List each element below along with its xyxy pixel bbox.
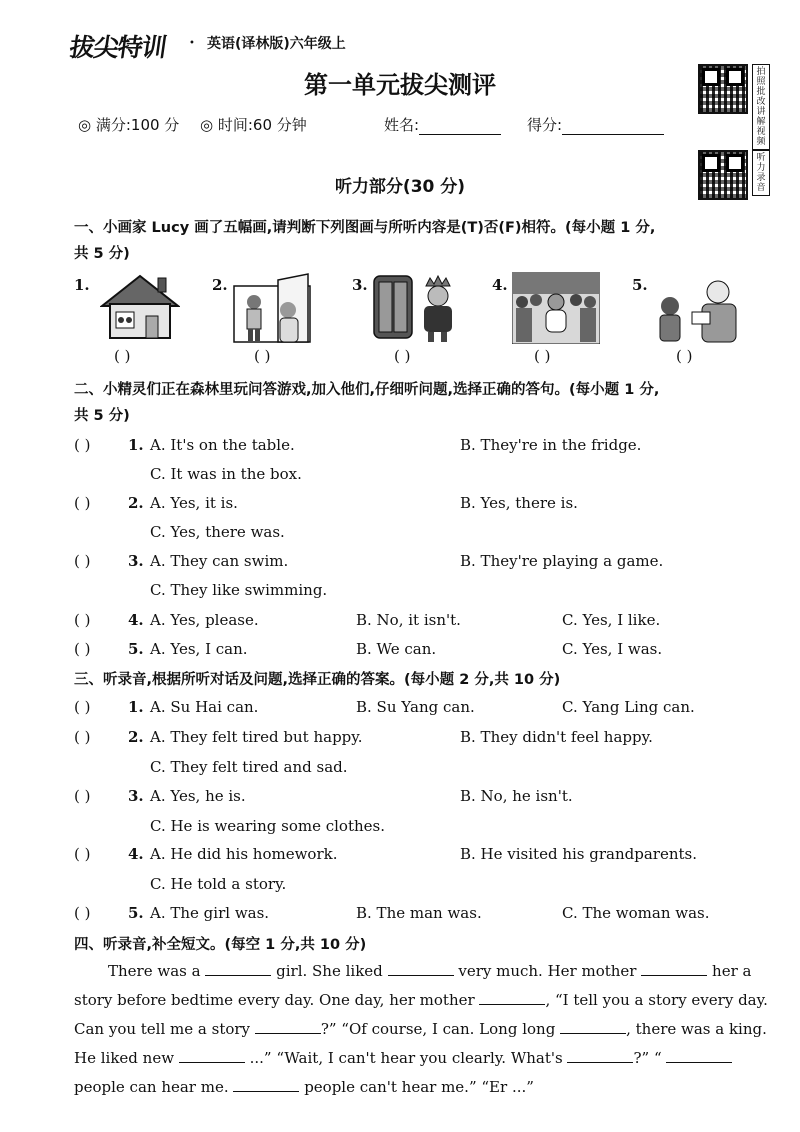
option-a: A. Yes, it is. xyxy=(150,494,238,512)
score-blank[interactable] xyxy=(562,119,664,135)
passage-text: ?” “ xyxy=(633,1049,662,1067)
passage-text: very much. Her mother xyxy=(458,962,637,980)
part1-heading-line1: 一、小画家 Lucy 画了五幅画,请判断下列图画与所听内容是(T)否(F)相符。(每小题 1 分, xyxy=(74,220,656,236)
part3-heading: 三、听录音,根据所听对话及问题,选择正确的答案。(每小题 2 分,共 10 分) xyxy=(74,672,561,688)
brand-logo: 拔尖特训 xyxy=(67,33,168,62)
qr-code-video[interactable] xyxy=(698,64,748,114)
page-title: 第一单元拔尖测评 xyxy=(304,71,496,99)
option-c: C. Yes, I like. xyxy=(562,611,661,629)
qr-video-label: 拍照批改讲解视频 xyxy=(752,64,770,150)
picture-number-3: 3. xyxy=(352,276,368,294)
listening-section-title: 听力部分(30 分) xyxy=(334,177,466,197)
passage-line-1 xyxy=(108,962,751,980)
passage-text: ?” “Of course, I can. Long long xyxy=(320,1020,556,1038)
fill-blank-10[interactable] xyxy=(233,1078,299,1092)
question-number: 4. xyxy=(128,611,144,629)
option-a: A. Yes, I can. xyxy=(150,640,248,658)
passage-text: her a xyxy=(712,962,752,980)
option-b: B. The man was. xyxy=(356,904,482,922)
option-c: C. Yes, I was. xyxy=(562,640,663,658)
option-c: C. They felt tired and sad. xyxy=(150,758,348,776)
answer-paren[interactable]: ( ) xyxy=(74,845,91,863)
option-a: A. It's on the table. xyxy=(150,436,295,454)
answer-paren[interactable]: ( ) xyxy=(74,436,91,454)
score-label: 得分: xyxy=(527,116,563,134)
part4-heading: 四、听录音,补全短文。(每空 1 分,共 10 分) xyxy=(74,937,367,953)
fill-blank-2[interactable] xyxy=(388,962,454,976)
fill-blank-5[interactable] xyxy=(255,1020,321,1034)
story-reading-picture xyxy=(652,278,742,344)
option-c: C. They like swimming. xyxy=(150,581,328,599)
answer-paren-3[interactable]: ( ) xyxy=(394,347,411,365)
answer-paren[interactable]: ( ) xyxy=(74,728,91,746)
score-field[interactable] xyxy=(527,114,664,135)
option-a: A. Su Hai can. xyxy=(150,698,259,716)
answer-paren[interactable]: ( ) xyxy=(74,904,91,922)
passage-text: There was a xyxy=(108,962,201,980)
picture-number-4: 4. xyxy=(492,276,508,294)
option-a: A. They can swim. xyxy=(150,552,289,570)
option-b: B. No, it isn't. xyxy=(356,611,461,629)
separator-dot: • xyxy=(189,38,195,49)
fill-blank-6[interactable] xyxy=(560,1020,626,1034)
name-label: 姓名: xyxy=(384,116,420,134)
question-number: 4. xyxy=(128,845,144,863)
option-a: A. The girl was. xyxy=(150,904,270,922)
picture-number-1: 1. xyxy=(74,276,90,294)
option-c: C. He told a story. xyxy=(150,875,287,893)
door-picture xyxy=(232,272,312,344)
answer-paren[interactable]: ( ) xyxy=(74,494,91,512)
question-number: 2. xyxy=(128,494,144,512)
option-c: C. Yang Ling can. xyxy=(562,698,695,716)
passage-line-2 xyxy=(74,991,768,1009)
option-b: B. Su Yang can. xyxy=(356,698,475,716)
passage-line-3 xyxy=(74,1020,767,1038)
picture-number-2: 2. xyxy=(212,276,228,294)
qr-audio-label: 听力录音 xyxy=(752,150,770,196)
question-number: 2. xyxy=(128,728,144,746)
passage-text: people can hear me. xyxy=(74,1078,229,1096)
fill-blank-3[interactable] xyxy=(641,962,707,976)
name-blank[interactable] xyxy=(419,119,501,135)
option-a: A. Yes, please. xyxy=(150,611,259,629)
answer-paren[interactable]: ( ) xyxy=(74,698,91,716)
option-c: C. It was in the box. xyxy=(150,465,302,483)
part2-heading-line2: 共 5 分) xyxy=(74,408,130,424)
question-number: 1. xyxy=(128,698,144,716)
picture-number-5: 5. xyxy=(632,276,648,294)
passage-text: , “I tell you a story every day. xyxy=(545,991,768,1009)
fill-blank-7[interactable] xyxy=(179,1049,245,1063)
option-a: A. Yes, he is. xyxy=(150,787,246,805)
answer-paren-1[interactable]: ( ) xyxy=(114,347,131,365)
option-b: B. He visited his grandparents. xyxy=(460,845,697,863)
part1-heading-line2: 共 5 分) xyxy=(74,246,130,262)
option-c: C. Yes, there was. xyxy=(150,523,285,541)
question-number: 1. xyxy=(128,436,144,454)
passage-text: story before bedtime every day. One day, her mother xyxy=(74,991,475,1009)
option-b: B. They didn't feel happy. xyxy=(460,728,653,746)
name-field[interactable] xyxy=(384,114,501,135)
question-number: 3. xyxy=(128,787,144,805)
fill-blank-4[interactable] xyxy=(479,991,545,1005)
answer-paren[interactable]: ( ) xyxy=(74,552,91,570)
answer-paren[interactable]: ( ) xyxy=(74,640,91,658)
crowd-picture xyxy=(512,272,600,344)
question-number: 3. xyxy=(128,552,144,570)
option-b: B. They're in the fridge. xyxy=(460,436,642,454)
option-b: B. They're playing a game. xyxy=(460,552,664,570)
option-c: C. The woman was. xyxy=(562,904,710,922)
series-label: 英语(译林版)六年级上 xyxy=(207,36,346,52)
passage-text: , there was a king. xyxy=(626,1020,767,1038)
fill-blank-8[interactable] xyxy=(567,1049,633,1063)
fill-blank-9[interactable] xyxy=(666,1049,732,1063)
question-number: 5. xyxy=(128,640,144,658)
house-picture xyxy=(100,272,180,342)
answer-paren[interactable]: ( ) xyxy=(74,611,91,629)
option-c: C. He is wearing some clothes. xyxy=(150,817,385,835)
fill-blank-1[interactable] xyxy=(205,962,271,976)
time-limit: ◎ 时间:60 分钟 xyxy=(200,116,307,134)
passage-line-5 xyxy=(74,1078,534,1096)
answer-paren-2[interactable]: ( ) xyxy=(254,347,271,365)
question-number: 5. xyxy=(128,904,144,922)
part2-heading-line1: 二、小精灵们正在森林里玩问答游戏,加入他们,仔细听问题,选择正确的答句。(每小题 1 分, xyxy=(74,382,660,398)
option-b: B. We can. xyxy=(356,640,437,658)
passage-line-4 xyxy=(74,1049,732,1067)
option-a: A. They felt tired but happy. xyxy=(150,728,363,746)
passage-text: He liked new xyxy=(74,1049,175,1067)
passage-text: people can't hear me.” “Er ...” xyxy=(304,1078,534,1096)
passage-text: girl. She liked xyxy=(276,962,383,980)
answer-paren[interactable]: ( ) xyxy=(74,787,91,805)
full-score: ◎ 满分:100 分 xyxy=(78,116,180,134)
answer-paren-4[interactable]: ( ) xyxy=(534,347,551,365)
passage-text: Can you tell me a story xyxy=(74,1020,251,1038)
wardrobe-king-picture xyxy=(370,272,456,344)
option-b: B. Yes, there is. xyxy=(460,494,578,512)
passage-text: ...” “Wait, I can't hear you clearly. What's xyxy=(249,1049,563,1067)
answer-paren-5[interactable]: ( ) xyxy=(676,347,693,365)
option-b: B. No, he isn't. xyxy=(460,787,573,805)
option-a: A. He did his homework. xyxy=(150,845,338,863)
